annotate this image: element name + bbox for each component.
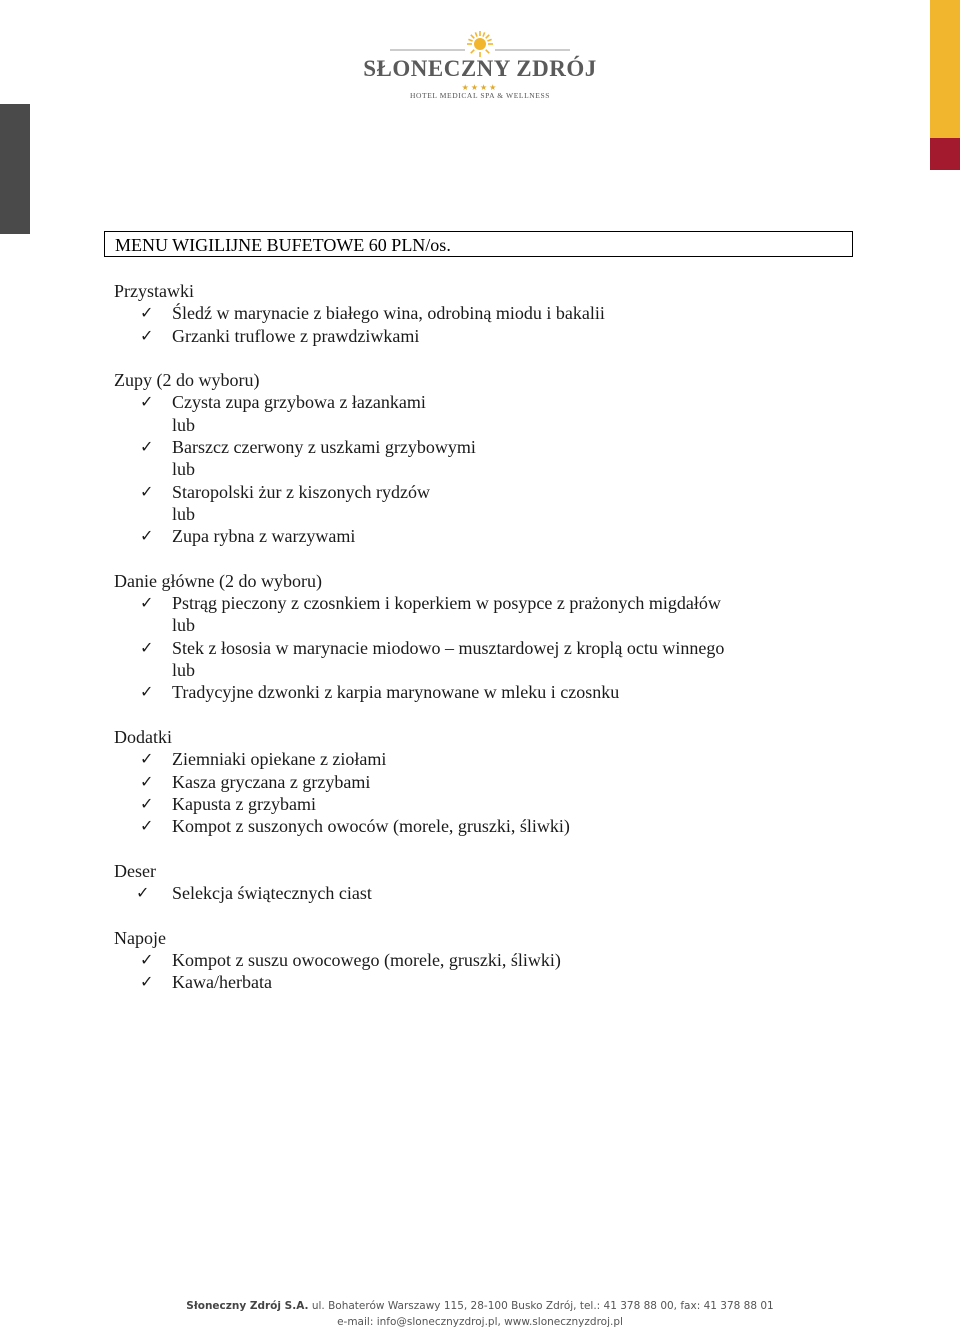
section-title: Przystawki (114, 281, 194, 301)
check-icon: ✓ (140, 593, 154, 613)
check-icon: ✓ (140, 637, 154, 657)
list-item: ✓ Kapusta z grzybami (140, 793, 316, 814)
list-item: ✓ Śledź w marynacie z białego wina, odrobiną miodu i bakalii (140, 303, 605, 324)
menu-title-box (104, 231, 853, 257)
check-icon: ✓ (140, 682, 154, 702)
list-item: ✓ Tradycyjne dzwonki z karpia marynowane w mleku i czosnku (140, 682, 620, 703)
footer-address-line (0, 1298, 960, 1314)
list-item: ✓ Staropolski żur z kiszonych rydzów (140, 481, 430, 502)
check-icon: ✓ (140, 325, 154, 345)
section-title: Deser (114, 860, 156, 881)
or-separator: lub (172, 615, 196, 636)
section-title: Napoje (114, 927, 166, 948)
check-icon: ✓ (140, 972, 154, 992)
section-dodatki (114, 726, 874, 837)
section-title: Danie główne (2 do wyboru) (114, 570, 322, 591)
list-item: ✓ Selekcja świątecznych ciast (136, 883, 372, 904)
check-icon: ✓ (140, 816, 154, 836)
section-danie-glowne (114, 570, 874, 704)
list-item: ✓ Kompot z suszu owocowego (morele, gruszki, śliwki) (140, 949, 561, 970)
or-separator: lub (172, 414, 196, 435)
check-icon: ✓ (140, 303, 154, 323)
section-napoje (114, 927, 874, 994)
check-icon: ✓ (140, 392, 154, 412)
check-icon: ✓ (140, 949, 154, 969)
section-title: Zupy (2 do wyboru) (114, 370, 260, 391)
footer-address: ul. Bohaterów Warszawy 115, 28-100 Busko Zdrój, tel.: 41 378 88 00, fax: 41 378 88 01 (311, 1300, 774, 1312)
hotel-logo (360, 30, 600, 102)
list-item: ✓ Czysta zupa grzybowa z łazankami (140, 392, 426, 413)
check-icon: ✓ (140, 793, 154, 813)
check-icon: ✓ (140, 437, 154, 457)
or-separator: lub (172, 503, 196, 524)
list-item: ✓ Ziemniaki opiekane z ziołami (140, 749, 387, 770)
list-item: ✓ Kawa/herbata (140, 972, 272, 993)
list-item: ✓ Zupa rybna z warzywami (140, 526, 356, 547)
logo-subtitle: HOTEL MEDICAL SPA & WELLNESS (409, 91, 550, 100)
check-icon: ✓ (136, 883, 150, 903)
list-item: ✓ Kasza gryczana z grzybami (140, 771, 371, 792)
list-item: ✓ Stek z łososia w marynacie miodowo – musztardowej z kroplą octu winnego (140, 637, 725, 658)
left-decor-bar (0, 104, 30, 234)
section-przystawki (114, 280, 874, 347)
logo-stars: ★★★★ (461, 83, 499, 92)
list-item: ✓ Pstrąg pieczony z czosnkiem i koperkiem w posypce z prażonych migdałów (140, 593, 721, 614)
menu-content (114, 280, 874, 1016)
page-footer (0, 1298, 960, 1330)
check-icon: ✓ (140, 481, 154, 501)
list-item: ✓ Barszcz czerwony z uszkami grzybowymi (140, 437, 476, 458)
section-zupy (114, 369, 874, 547)
check-icon: ✓ (140, 771, 154, 791)
section-title: Dodatki (114, 726, 172, 747)
or-separator: lub (172, 660, 196, 681)
list-item: ✓ Kompot z suszonych owoców (morele, gruszki, śliwki) (140, 816, 570, 837)
logo-name: SŁONECZNY ZDRÓJ (363, 56, 597, 81)
list-item: ✓ Grzanki truflowe z prawdziwkami (140, 325, 420, 346)
menu-title: MENU WIGILIJNE BUFETOWE 60 PLN/os. (115, 235, 451, 255)
right-decor-bar-gold (930, 0, 960, 138)
check-icon: ✓ (140, 749, 154, 769)
section-deser (114, 860, 874, 905)
footer-contact: e-mail: info@slonecznyzdroj.pl, www.slonecznyzdroj.pl (337, 1316, 623, 1328)
right-decor-bar-red (930, 138, 960, 170)
or-separator: lub (172, 459, 196, 480)
footer-company: Słoneczny Zdrój S.A. (186, 1300, 309, 1312)
check-icon: ✓ (140, 526, 154, 546)
